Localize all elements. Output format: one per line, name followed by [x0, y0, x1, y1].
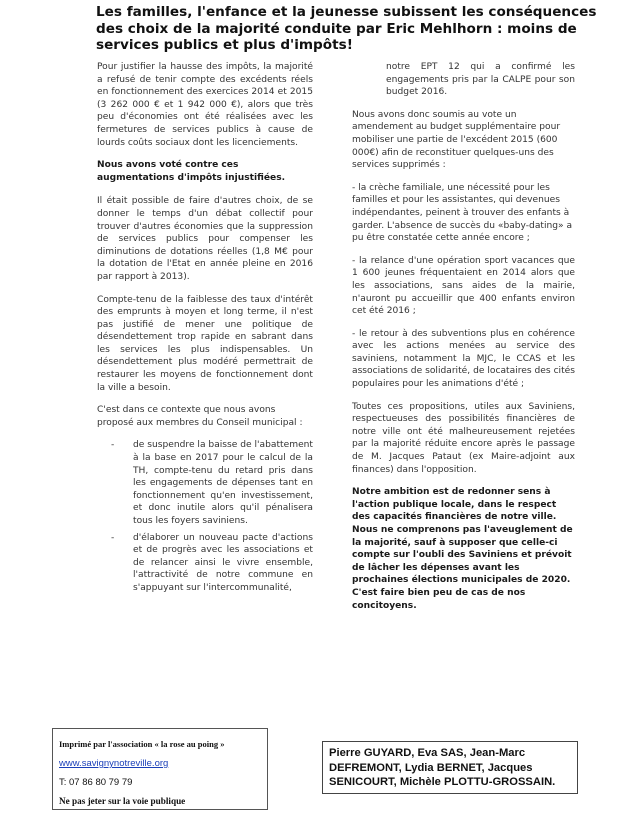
disposal-notice: Ne pas jeter sur la voie publique: [59, 796, 186, 806]
list-item: - la crèche familiale, une nécessité pour les familles et pour les assistantes, qui devenues indépendantes, peinent à trouver des enfants à garder. L'absence de succès du «baby-dating» a pu être constatée cette année encore ;: [352, 182, 573, 244]
printer-credit: Imprimé par l'association « la rose au poing »: [59, 739, 225, 749]
continued-paragraph: notre EPT 12 qui a confirmé les engagements pris par la CALPE pour son budget 2016.: [386, 62, 575, 98]
interest-rates-paragraph: Compte-tenu de la faiblesse des taux d'intérêt des emprunts à moyen et long terme, il n'est pas justifié de mener une politique de désendettement trop rapide en sabrant dans les services les plus indispensables. Un désendettement plus modéré permettrait de restaurer les moyens de fonctionnement dont la ville a besoin.: [97, 294, 313, 393]
bullet-dash: -: [111, 440, 115, 451]
website-link[interactable]: www.savignynotreville.org: [59, 758, 169, 769]
proposals-list: [97, 439, 313, 594]
choices-paragraph: Il était possible de faire d'autres choix, de se donner le temps d'un débat collectif pour trouver d'autres économies que la suppression de services publics pour compenser les diminutions de dotations réelles (1,8 M€ pour la dotation de l'Etat en année pleine en 2016 par rapport à 2013).: [97, 196, 313, 282]
context-paragraph: C'est dans ce contexte que nous avons proposé aux membres du Conseil municipal :: [97, 405, 303, 428]
list-item: - le retour à des subventions plus en cohérence avec les actions menées au service des saviniens, notamment la MJC, le CCAS et les associations de solidarité, de locataires des cités populaires pour les animations d'été ;: [352, 328, 575, 390]
ambition-paragraph: Notre ambition est de redonner sens à l'action publique locale, dans le respect des capacités financières de notre ville. Nous ne comprenons pas l'aveuglement de la majorité, sauf à supposer que celle-ci compte sur l'oubli des Saviniens et prévoit de lâcher les dépenses avant les prochaines élections municipales de 2020. C'est faire bien peu de cas de nos concitoyens.: [352, 487, 573, 611]
list-item: [97, 532, 313, 595]
phone-number: T: 07 86 80 79 79: [59, 777, 133, 788]
imprint-box: [52, 728, 268, 810]
amendment-paragraph: Nous avons donc soumis au vote un amendement au budget supplémentaire pour mobiliser une partie de l'excédent 2015 (600 000€) afin de reconstituer quelques-uns des services supprimés :: [352, 109, 561, 171]
right-column: [352, 61, 575, 622]
page-title: Les familles, l'enfance et la jeunesse subissent les conséquences des choix de la majorité conduite par Eric Mehlhorn : moins de services publics et plus d'impôts!: [96, 4, 597, 53]
list-item: - la relance d'une opération sport vacances que 1 600 jeunes fréquentaient en 2014 alors que les associations, sans aides de la mairie, n'auront pu accueillir que 400 enfants environ cet été 2016 ;: [352, 255, 575, 317]
signatories-box: Pierre GUYARD, Eva SAS, Jean-Marc DEFREMONT, Lydia BERNET, Jacques SENICOURT, Michèle PLOTTU-GROSSAIN.: [322, 741, 578, 794]
proposal-text: de suspendre la baisse de l'abattement à la base en 2017 pour le calcul de la TH, compte-tenu du retard pris dans les engagements de dépenses tant en fonctionnement qu'en investissement, et donc inutile alors qu'il pénalisera tous les foyers saviniens.: [133, 440, 313, 526]
list-item: [97, 439, 313, 527]
vote-subheading: Nous avons voté contre ces augmentations d'impôts injustifiées.: [97, 160, 286, 183]
bullet-dash: -: [111, 532, 115, 543]
left-column: [97, 61, 313, 599]
proposal-text: d'élaborer un nouveau pacte d'actions et de progrès avec les associations et de relancer ainsi le vivre ensemble, l'attractivité de notre commune en s'appuyant sur l'intercommunalité,: [133, 532, 313, 593]
rejected-paragraph: Toutes ces propositions, utiles aux Saviniens, respectueuses des possibilités financières de notre ville ont été malheureusement rejetées par la majorité réduite encore après le passage de M. Jacques Pataut (ex Maire-adjoint aux finances) dans l'opposition.: [352, 401, 575, 475]
intro-paragraph: Pour justifier la hausse des impôts, la majorité a refusé de tenir compte des excédents réels en fonctionnement des exercices 2014 et 2015 (3 262 000 € et 1 942 000 €), alors que très peu d'économies ont été réalisées avec les fermetures de services publics à cause de lourds coûts sociaux dont les licenciements.: [97, 62, 313, 148]
